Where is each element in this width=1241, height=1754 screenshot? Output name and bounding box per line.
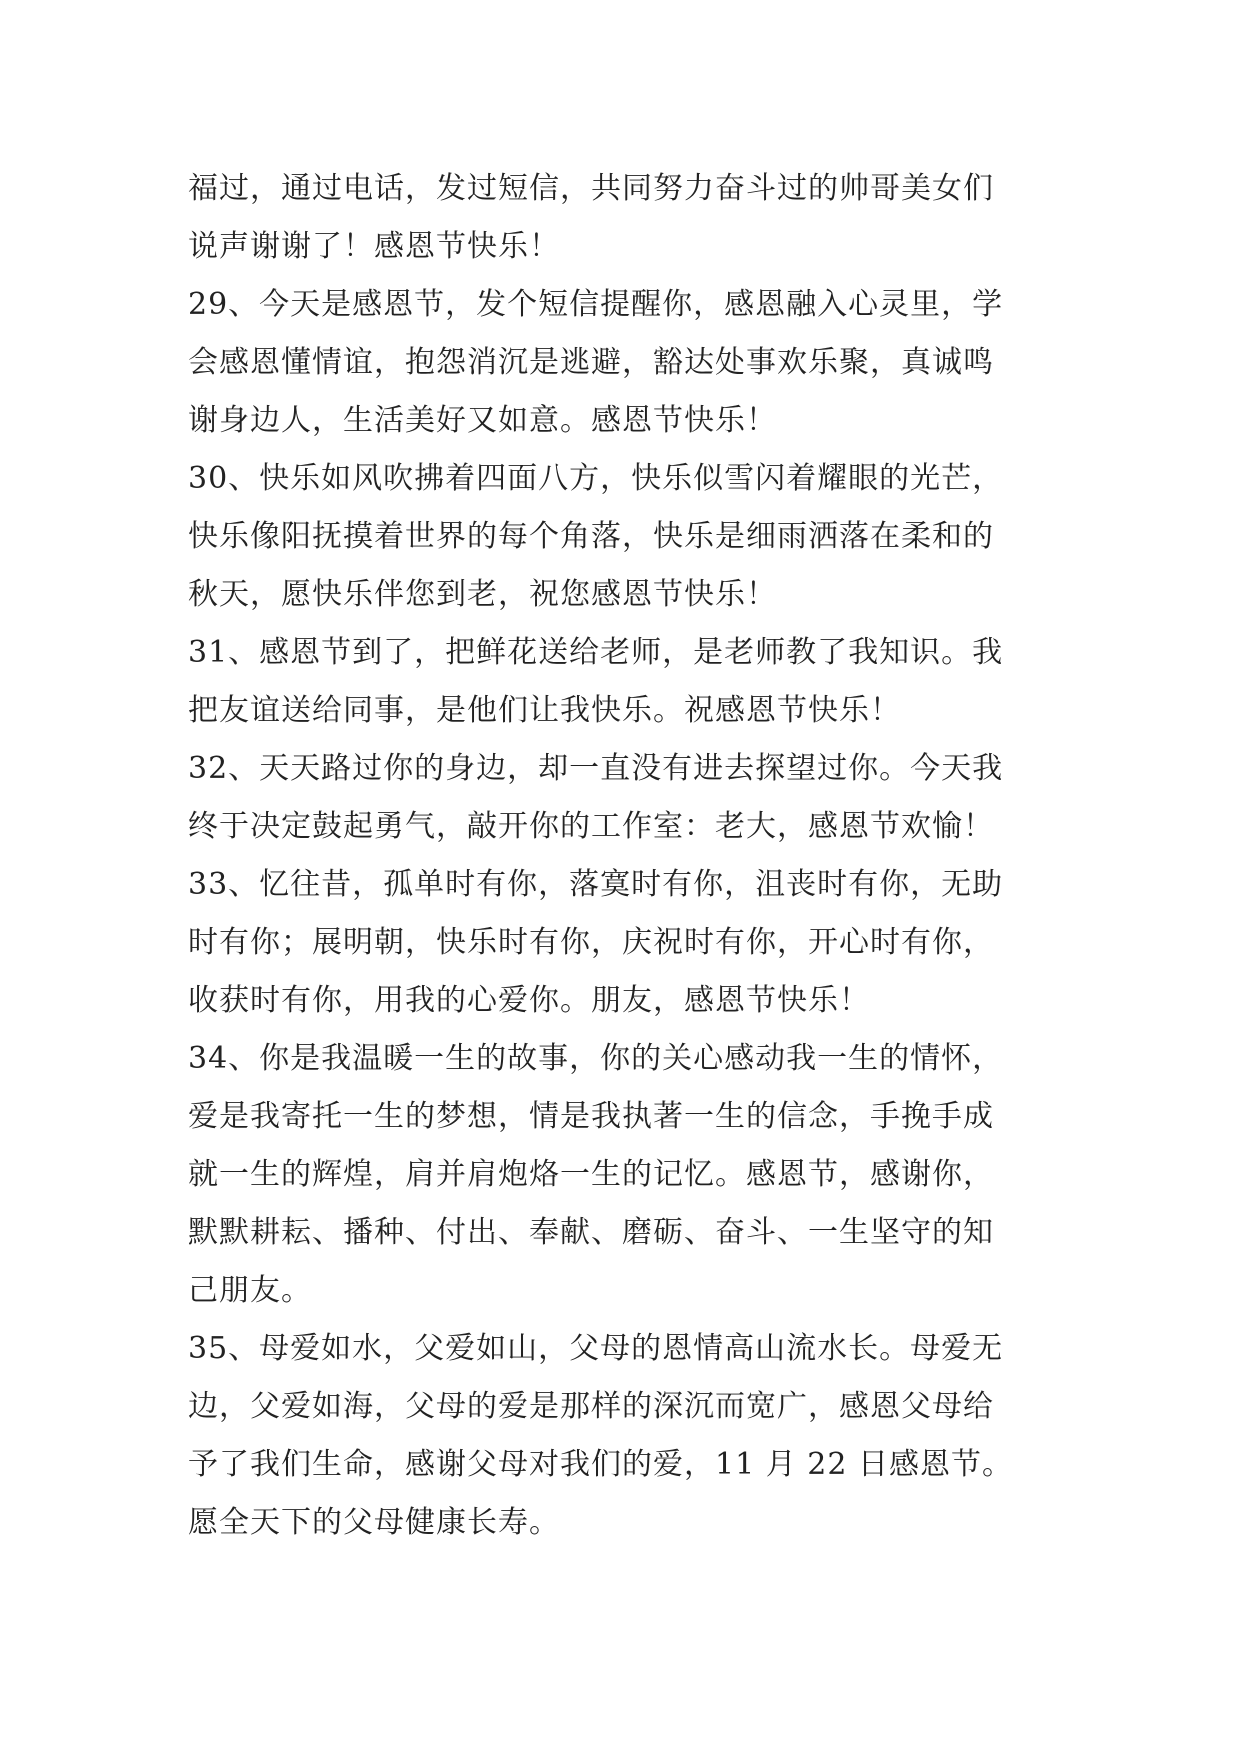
text-line: 32、天天路过你的身边，却一直没有进去探望过你。今天我 (188, 751, 1004, 786)
text-line: 34、你是我温暖一生的故事，你的关心感动我一生的情怀， (188, 1041, 1004, 1076)
text-line: 时有你；展明朝，快乐时有你，庆祝时有你，开心时有你， (188, 925, 994, 960)
text-line: 30、快乐如风吹拂着四面八方，快乐似雪闪着耀眼的光芒， (188, 461, 1004, 496)
text-line: 会感恩懂情谊，抱怨消沉是逃避，豁达处事欢乐聚，真诚鸣 (188, 345, 994, 380)
text-line: 31、感恩节到了，把鲜花送给老师，是老师教了我知识。我 (188, 635, 1004, 670)
text-line: 35、母爱如水，父爱如山，父母的恩情高山流水长。母爱无 (188, 1331, 1004, 1366)
text-line: 谢身边人，生活美好又如意。感恩节快乐！ (188, 403, 777, 438)
text-line: 快乐像阳抚摸着世界的每个角落，快乐是细雨洒落在柔和的 (188, 519, 994, 554)
text-line: 默默耕耘、播种、付出、奉献、磨砺、奋斗、一生坚守的知 (188, 1215, 994, 1250)
body-text (188, 160, 1068, 1552)
text-line: 把友谊送给同事，是他们让我快乐。祝感恩节快乐！ (188, 693, 901, 728)
text-line: 就一生的辉煌，肩并肩炮烙一生的记忆。感恩节，感谢你， (188, 1157, 994, 1192)
text-line: 终于决定鼓起勇气，敲开你的工作室：老大，感恩节欢愉！ (188, 809, 994, 844)
text-line: 33、忆往昔，孤单时有你，落寞时有你，沮丧时有你，无助 (188, 867, 1004, 902)
text-line: 收获时有你，用我的心爱你。朋友，感恩节快乐！ (188, 983, 870, 1018)
text-line: 福过，通过电话，发过短信，共同努力奋斗过的帅哥美女们 (188, 171, 994, 206)
text-line: 爱是我寄托一生的梦想，情是我执著一生的信念，手挽手成 (188, 1099, 994, 1134)
text-line: 己朋友。 (188, 1273, 312, 1308)
text-line: 予了我们生命，感谢父母对我们的爱，11 月 22 日感恩节。 (188, 1447, 1013, 1482)
text-line: 秋天，愿快乐伴您到老，祝您感恩节快乐！ (188, 577, 777, 612)
text-line: 说声谢谢了！感恩节快乐！ (188, 229, 560, 264)
text-line: 愿全天下的父母健康长寿。 (188, 1505, 560, 1540)
text-line: 29、今天是感恩节，发个短信提醒你，感恩融入心灵里，学 (188, 287, 1004, 322)
text-line: 边，父爱如海，父母的爱是那样的深沉而宽广，感恩父母给 (188, 1389, 994, 1424)
